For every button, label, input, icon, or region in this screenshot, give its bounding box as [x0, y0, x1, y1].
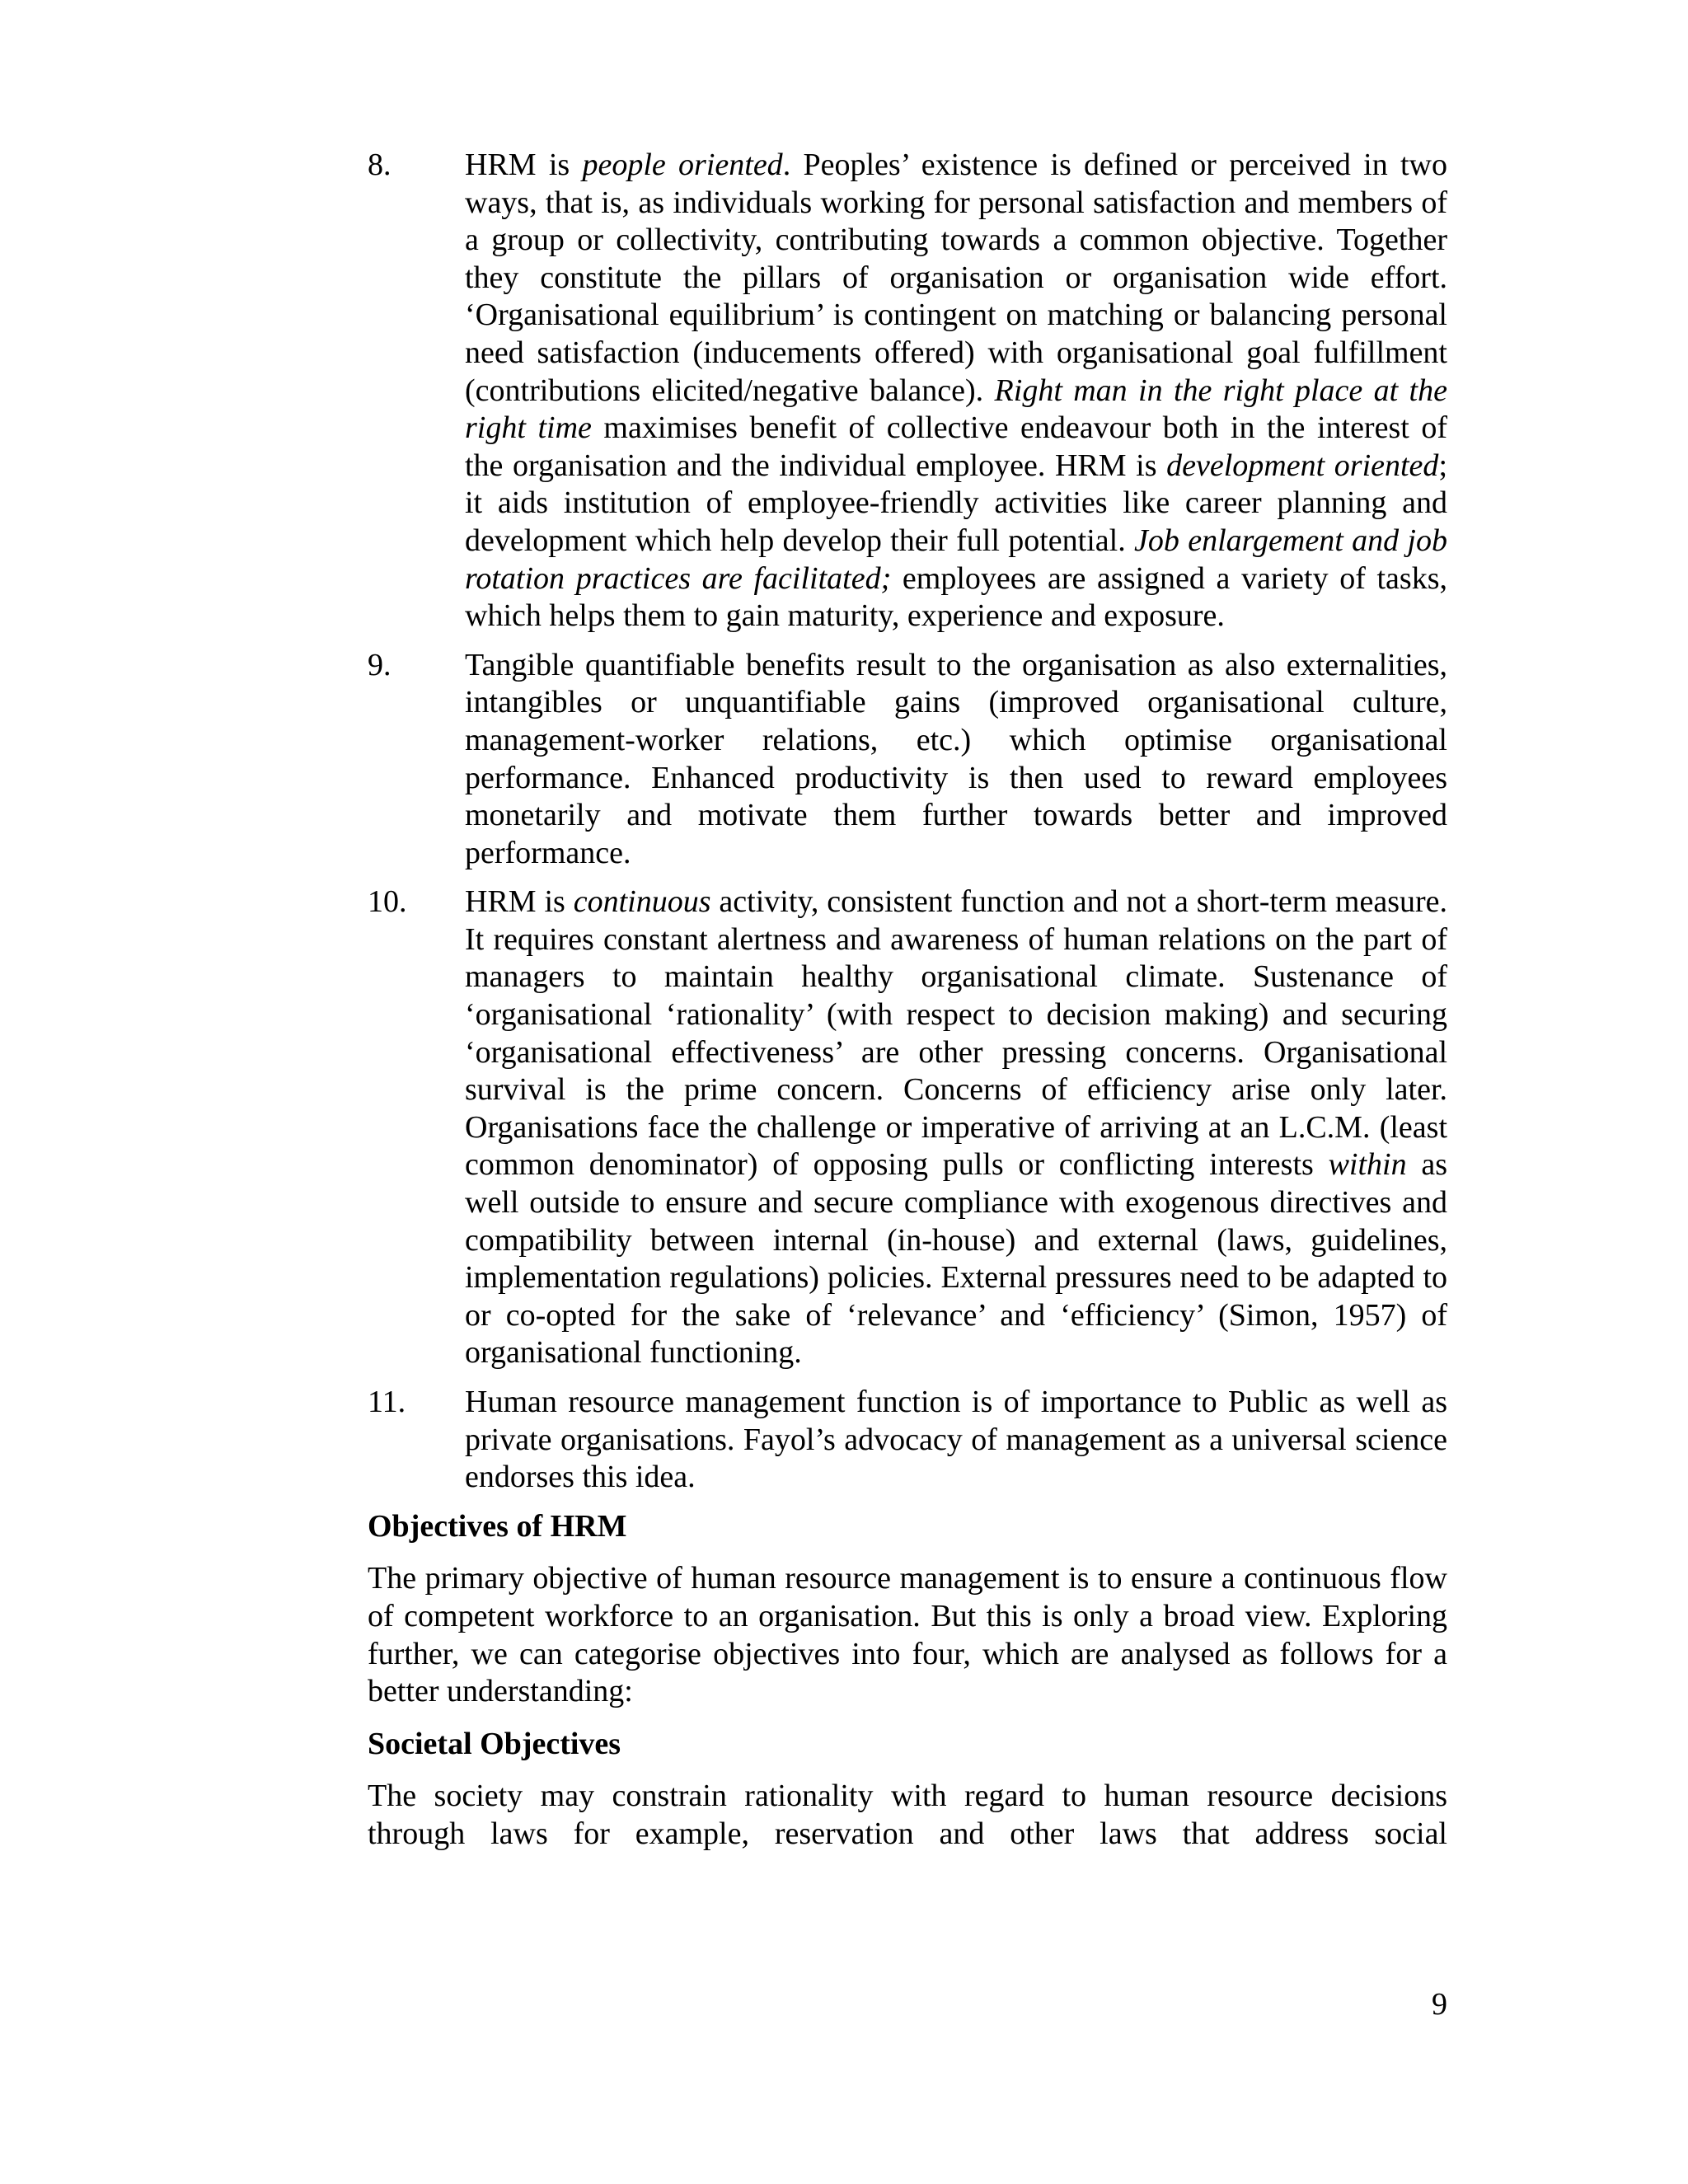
document-page: [368, 147, 1447, 1854]
list-item-number: 11.: [368, 1385, 406, 1419]
body-segment: . Peoples’ existence is defined or perceived in two ways, that is, as individuals working for personal satisfaction and members of a group or collectivity, contributing towards a common objective. Together they constitute the pillars of organisation or organisation wide effort. ‘Organisational equilibrium’ is contingent on matching or balancing personal need satisfaction (inducements offered) with organisational goal fulfillment (contributions elicited/negative balance).: [465, 148, 1447, 408]
emphasis-text: development oriented: [1166, 448, 1439, 483]
body-segment: maximises benefit of collective endeavour both in the interest of the organisation and the individual employee. HRM is: [465, 410, 1447, 483]
emphasis-text: Job enlargement and job rotation practices are facilitated;: [465, 523, 1447, 596]
list-item: [368, 147, 1447, 635]
page-number: 9: [1432, 1987, 1447, 2022]
emphasis-text: continuous: [573, 884, 711, 920]
numbered-list: [368, 147, 1447, 1497]
list-item-number: 10.: [368, 884, 407, 920]
body-segment: Tangible quantifiable benefits result to the organisation as also externalities, intangibles or unquantifiable gains (improved organisational culture, management-worker relations, etc.) which optimise organisational performance. Enhanced productivity is then used to reward employees monetarily and motivate them further towards better and improved performance.: [465, 647, 1447, 870]
objectives-heading: Objectives of HRM: [368, 1508, 627, 1544]
body-segment: ; it aids institution of employee-friendly activities like career planning and development which help develop their full potential.: [465, 448, 1447, 558]
list-item-text: [465, 647, 1447, 873]
body-segment: activity, consistent function and not a short-term measure. It requires constant alertness and awareness of human relations on the part of managers to maintain healthy organisational climate. Sustenance of ‘organisational ‘rationality’ (with respect to decision making) and securing ‘organisational effectiveness’ are other pressing concerns. Organisational survival is the prime concern. Concerns of efficiency arise only later. Organisations face the challenge or imperative of arriving at an L.C.M. (least common denominator) of opposing pulls or conflicting interests: [465, 884, 1448, 1183]
emphasis-text: within: [1328, 1147, 1407, 1183]
body-segment: HRM is: [465, 148, 583, 182]
emphasis-text: people oriented: [582, 148, 783, 182]
societal-objectives-paragraph: The society may constrain rationality with regard to human resource decisions through laws for example, reservation and other laws that address social: [368, 1779, 1447, 1851]
societal-objectives-heading: Societal Objectives: [368, 1726, 621, 1761]
objectives-paragraph: The primary objective of human resource management is to ensure a continuous flow of competent workforce to an organisation. But this is only a broad view. Exploring further, we can categorise objectives into four, which are analysed as follows for a better understanding:: [368, 1561, 1447, 1709]
list-item-text: [465, 147, 1447, 635]
body-segment: employees are assigned a variety of tasks, which helps them to gain maturity, experience and exposure.: [465, 560, 1448, 634]
list-item: [368, 647, 1447, 873]
list-item-text: [465, 883, 1447, 1372]
body-segment: HRM is: [465, 884, 574, 920]
list-item-number: 8.: [368, 148, 392, 182]
emphasis-text: Right man in the right place at the right time: [465, 373, 1447, 446]
list-item: [368, 883, 1447, 1372]
list-item-text: [465, 1384, 1447, 1497]
list-item-number: 9.: [368, 647, 392, 682]
body-segment: Human resource management function is of importance to Public as well as private organisations. Fayol’s advocacy of management as a universal science endorses this idea.: [465, 1385, 1447, 1495]
list-item: [368, 1384, 1447, 1497]
body-segment: as well outside to ensure and secure compliance with exogenous directives and compatibility between internal (in-house) and external (laws, guidelines, implementation regulations) policies. External pressures need to be adapted to or co-opted for the sake of ‘relevance’ and ‘efficiency’ (Simon, 1957) of organisational functioning.: [465, 1147, 1448, 1371]
